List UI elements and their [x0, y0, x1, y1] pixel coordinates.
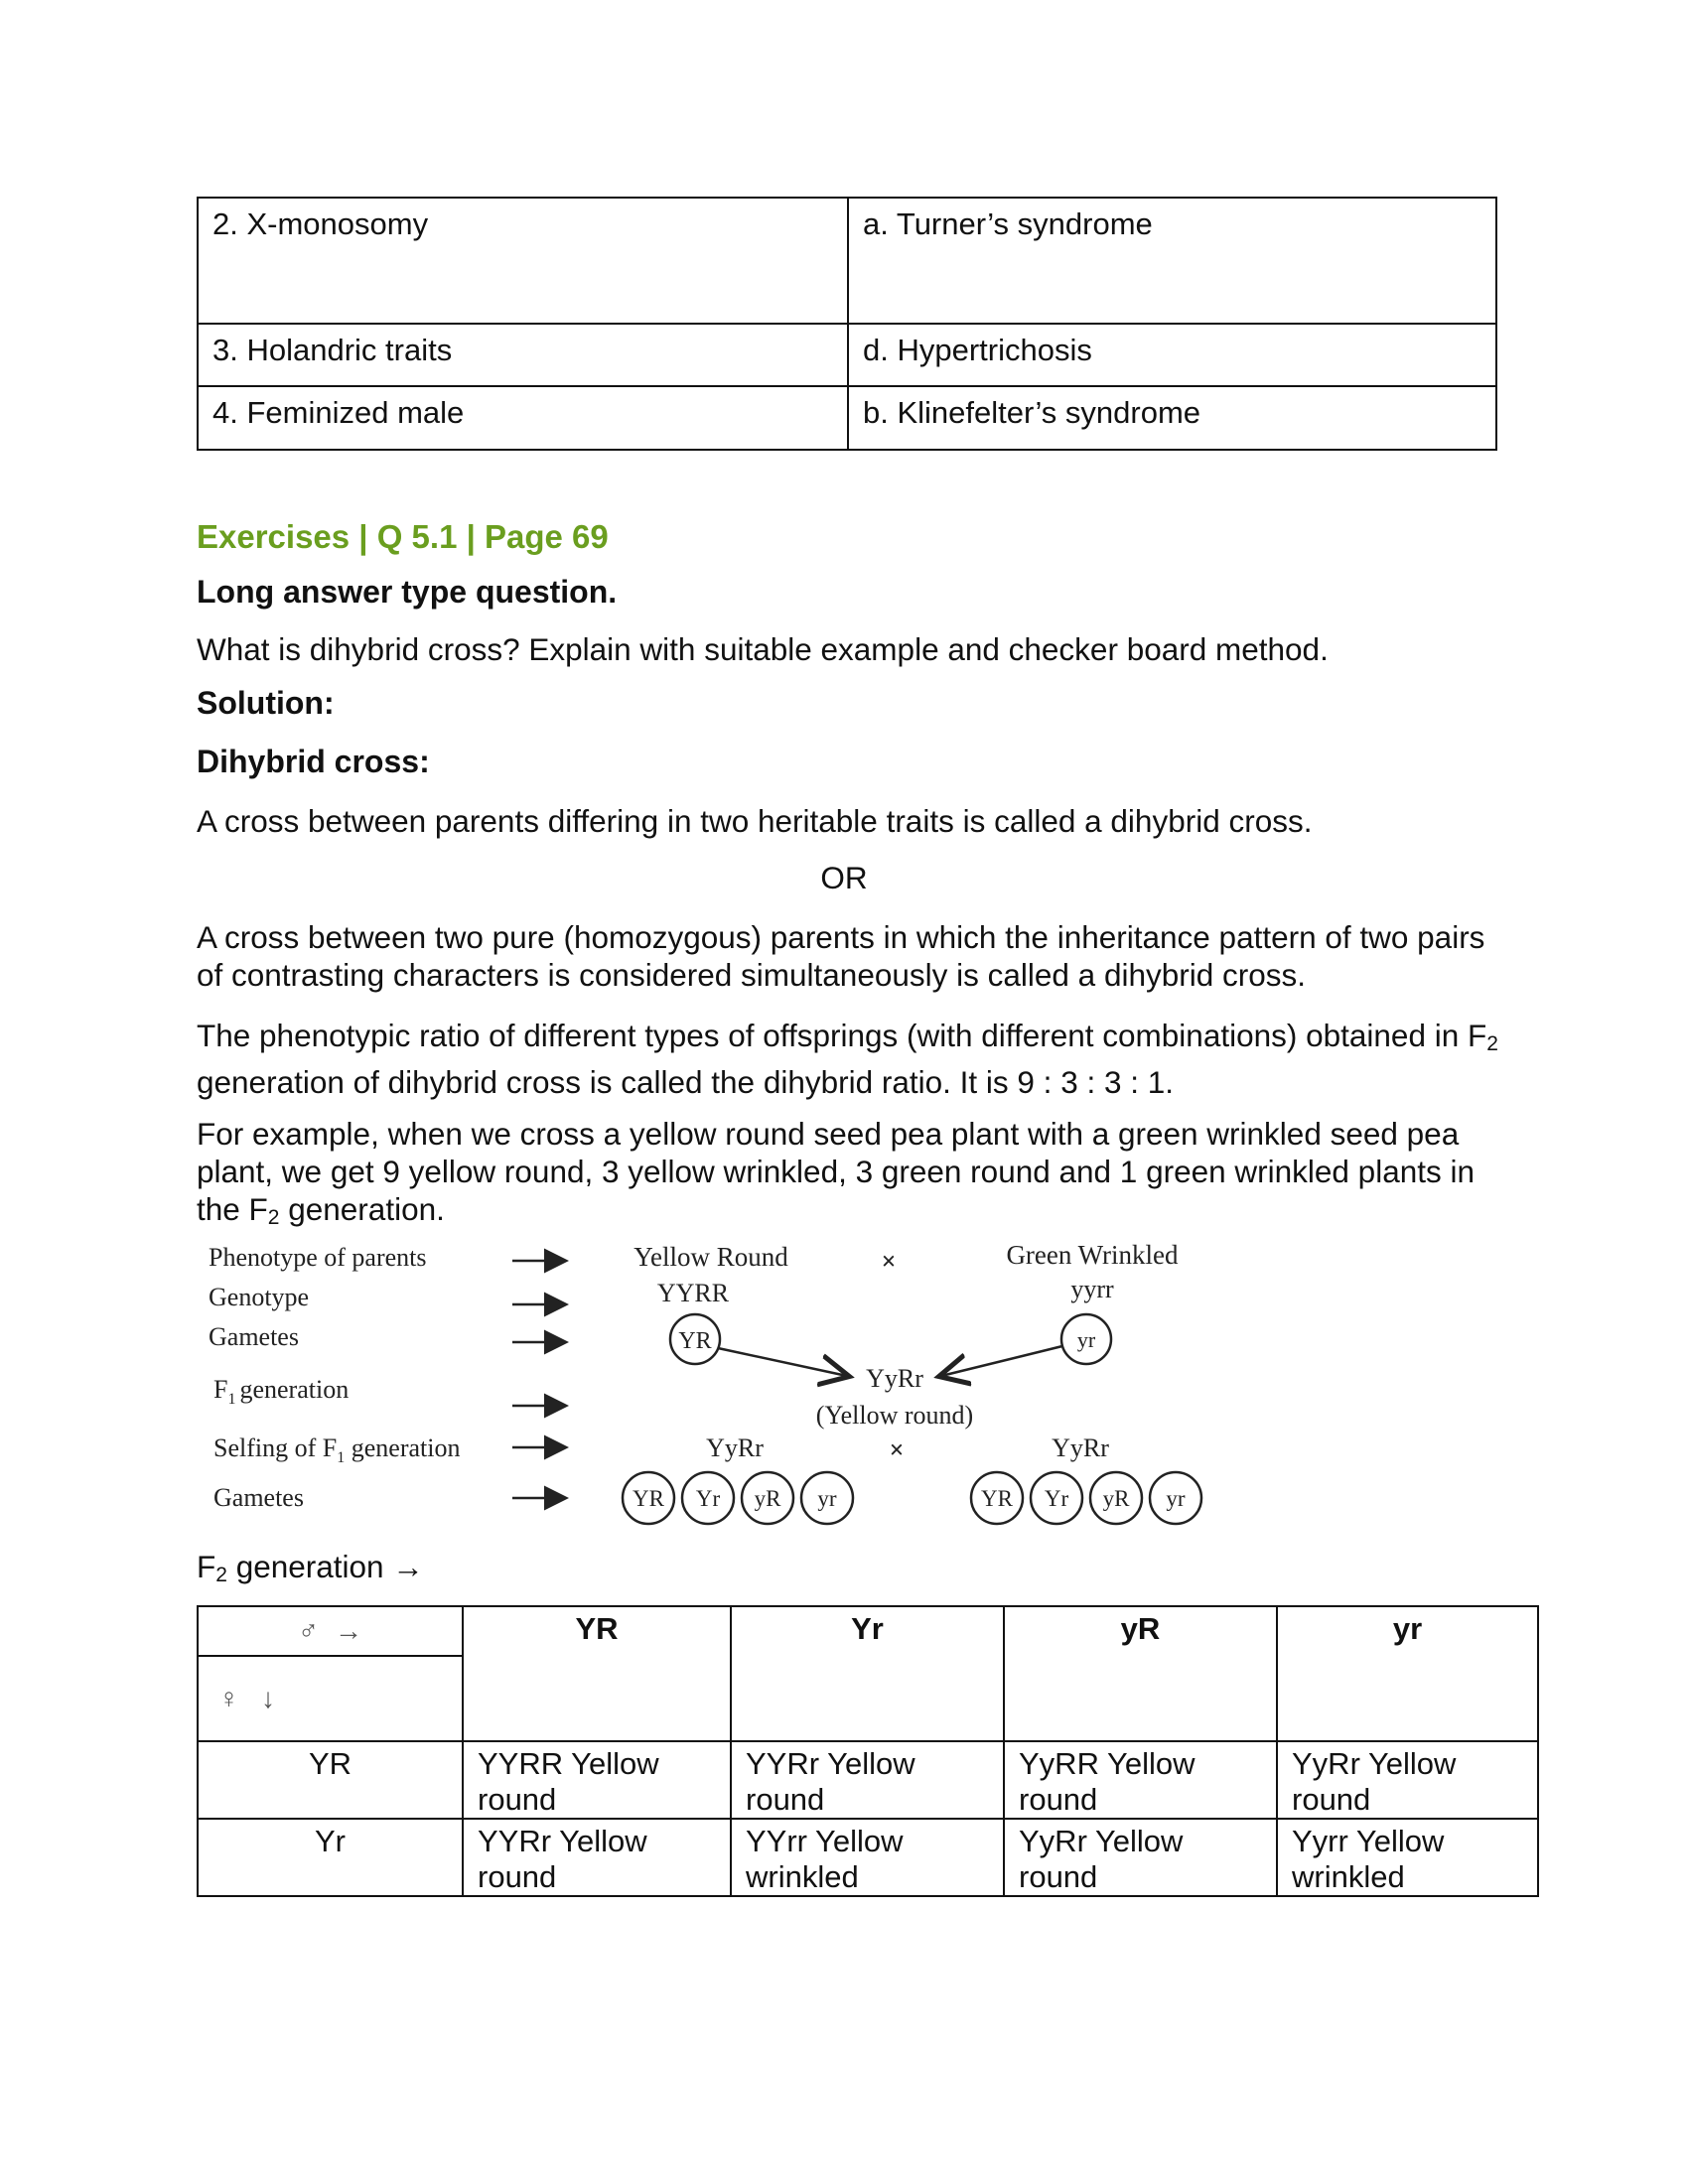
column-header: YR — [463, 1606, 731, 1741]
f1-gametes — [623, 1472, 1201, 1524]
punnett-checkerboard — [197, 1605, 1539, 1897]
parent2-phenotype: Green Wrinkled — [1006, 1240, 1179, 1270]
label-arrows — [512, 1261, 564, 1498]
row-header: YR — [198, 1741, 463, 1819]
label-phenotype: Phenotype of parents — [209, 1243, 427, 1272]
match-left-cell: 2. X-monosomy — [198, 198, 848, 324]
example-paragraph — [197, 1115, 1507, 1237]
ratio-subscript: 2 — [1486, 1032, 1498, 1055]
table-row — [198, 324, 1496, 386]
selfing-right-genotype: YyRr — [1052, 1433, 1109, 1462]
gamete-label: Yr — [695, 1486, 721, 1511]
cross-diagram — [197, 1236, 1219, 1534]
f2-label-f: F — [197, 1549, 216, 1584]
board-cell: YyRr Yellow round — [1277, 1741, 1538, 1819]
board-cell: YYRr Yellow round — [463, 1819, 731, 1896]
label-genotype: Genotype — [209, 1283, 310, 1311]
f2-generation-label — [197, 1549, 424, 1587]
column-header: Yr — [731, 1606, 1004, 1741]
board-cell: YYrr Yellow wrinkled — [731, 1819, 1004, 1896]
header-row — [198, 1606, 1538, 1741]
column-header: yr — [1277, 1606, 1538, 1741]
table-row — [198, 386, 1496, 450]
exercise-heading: Exercises | Q 5.1 | Page 69 — [197, 518, 609, 555]
dihybrid-subheading: Dihybrid cross: — [197, 744, 430, 779]
svg-text:yr: yr — [1076, 1327, 1096, 1352]
example-text-a: For example, when we cross a yellow round seed pea plant with a green wrinkled seed pea plant, we get 9 yellow round, 3 yellow wrinkled, 3 green round and 1 green wrinkled plants in the F — [197, 1116, 1476, 1227]
table-row — [198, 1741, 1538, 1819]
gamete-label: yR — [754, 1486, 781, 1511]
selfing-cross-symbol: × — [889, 1435, 905, 1464]
arrow-to-f1-right — [941, 1346, 1062, 1376]
parent2-genotype: yyrr — [1070, 1275, 1114, 1303]
gamete-label: yr — [1166, 1486, 1186, 1511]
match-right-cell: d. Hypertrichosis — [848, 324, 1496, 386]
corner-cell — [198, 1606, 463, 1741]
svg-text:YR: YR — [678, 1328, 712, 1354]
solution-label: Solution: — [197, 685, 335, 721]
f1-genotype: YyRr — [866, 1364, 923, 1393]
parent1-phenotype: Yellow Round — [633, 1242, 788, 1272]
match-left-cell: 3. Holandric traits — [198, 324, 848, 386]
match-right-cell: b. Klinefelter’s syndrome — [848, 386, 1496, 450]
down-arrow-icon: ↓ — [261, 1683, 275, 1713]
table-row — [198, 198, 1496, 324]
female-symbol-icon: ♀ — [218, 1683, 239, 1713]
gamete-label: YR — [633, 1486, 664, 1511]
question-type: Long answer type question. — [197, 574, 618, 610]
cross-symbol: × — [881, 1247, 897, 1276]
f2-label-text: generation → — [226, 1549, 424, 1584]
match-right-cell: a. Turner’s syndrome — [848, 198, 1496, 324]
row-header: Yr — [198, 1819, 463, 1896]
label-f1-generation: $F_1$ generation — [213, 1375, 350, 1408]
arrow-to-f1-left — [718, 1348, 847, 1376]
table-row — [198, 1819, 1538, 1896]
parent1-gamete — [670, 1314, 720, 1364]
male-header — [199, 1607, 462, 1657]
male-symbol-icon: ♂ — [298, 1615, 319, 1646]
selfing-left-genotype: YyRr — [706, 1433, 764, 1462]
parent1-genotype: YYRR — [656, 1279, 730, 1307]
column-header: yR — [1004, 1606, 1277, 1741]
definition-one: A cross between parents differing in two heritable traits is called a dihybrid cross. — [197, 803, 1313, 839]
board-cell: YyRr Yellow round — [1004, 1819, 1277, 1896]
board-cell: YYRr Yellow round — [731, 1741, 1004, 1819]
gamete-label: yR — [1102, 1486, 1130, 1511]
gamete-label: Yr — [1044, 1486, 1069, 1511]
gamete-label: YR — [981, 1486, 1013, 1511]
board-cell: YYRR Yellow round — [463, 1741, 731, 1819]
label-selfing: Selfing of $F_1$ generation — [213, 1433, 461, 1466]
gamete-label: yr — [817, 1486, 837, 1511]
ratio-paragraph — [197, 1017, 1507, 1101]
ratio-text-a: The phenotypic ratio of different types of offsprings (with different combinations) obtained in F — [197, 1018, 1487, 1053]
question-text: What is dihybrid cross? Explain with suitable example and checker board method. — [197, 631, 1329, 667]
parent2-gamete — [1061, 1314, 1111, 1364]
definition-two: A cross between two pure (homozygous) parents in which the inheritance pattern of two pairs of contrasting characters is considered simultaneously is called a dihybrid cross. — [197, 919, 1485, 993]
female-header — [199, 1657, 462, 1740]
board-cell: YyRR Yellow round — [1004, 1741, 1277, 1819]
example-subscript: 2 — [267, 1206, 280, 1229]
label-gametes: Gametes — [209, 1322, 299, 1351]
board-cell: Yyrr Yellow wrinkled — [1277, 1819, 1538, 1896]
right-arrow-icon: → — [335, 1615, 362, 1646]
match-left-cell: 4. Feminized male — [198, 386, 848, 450]
f2-label-subscript: 2 — [215, 1564, 227, 1586]
example-text-b: generation. — [279, 1191, 445, 1227]
label-gametes-second: Gametes — [213, 1483, 304, 1512]
ratio-text-b: generation of dihybrid cross is called the dihybrid ratio. It is 9 : 3 : 3 : 1. — [197, 1064, 1175, 1100]
match-table — [197, 197, 1497, 451]
f1-phenotype: (Yellow round) — [815, 1401, 974, 1430]
or-separator: OR — [820, 860, 868, 895]
